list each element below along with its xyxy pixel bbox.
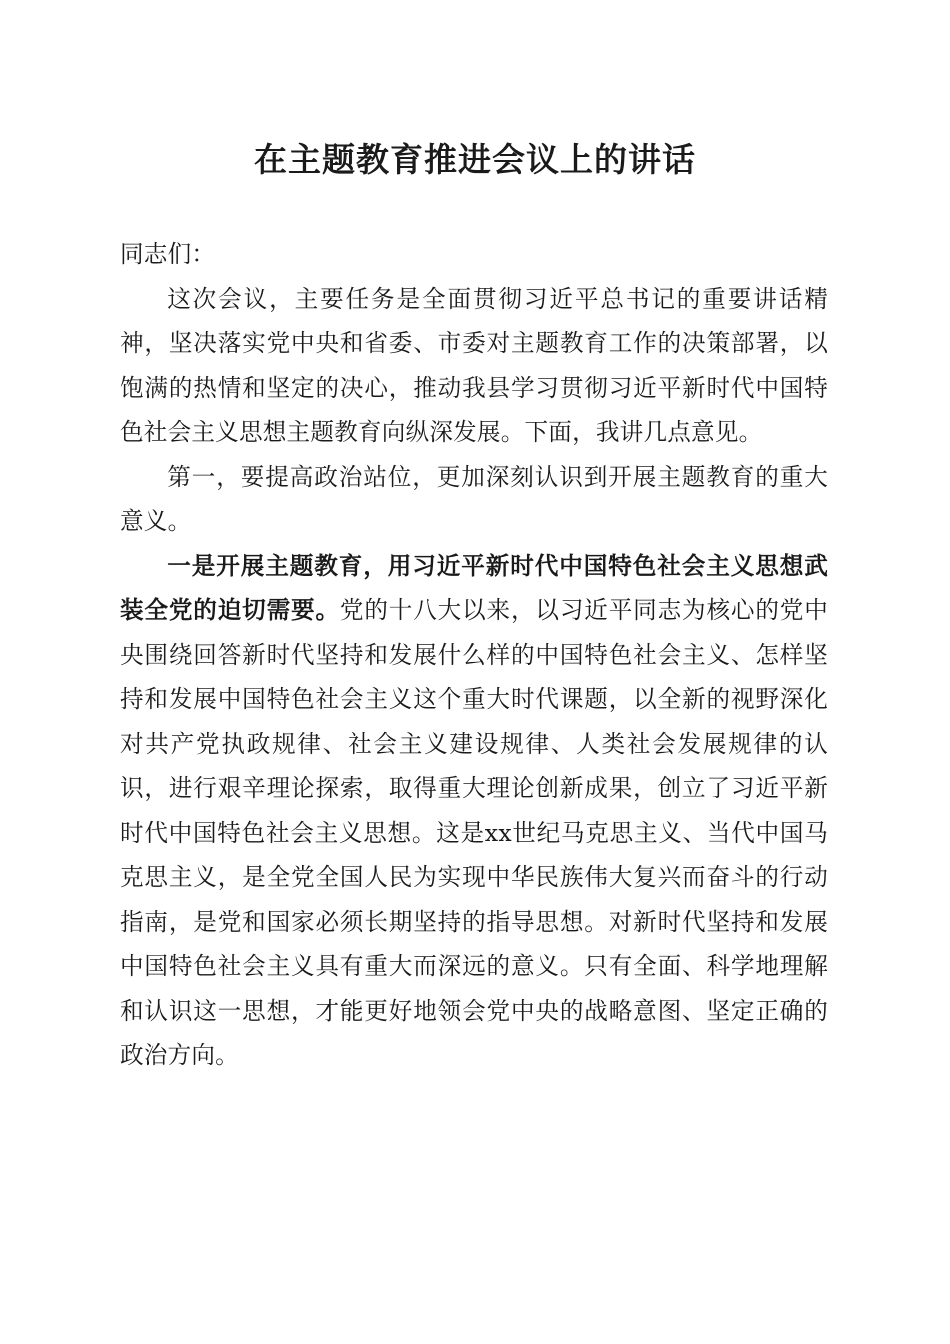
paragraph-text: 这次会议，主要任务是全面贯彻习近平总书记的重要讲话精神，坚决落实党中央和省委、市委对主题教育工作的决策部署，以饱满的热情和坚定的决心，推动我县学习贯彻习近平新时代中国特色社会主义思想主题教育向纵深发展。下面，我讲几点意见。 bbox=[120, 284, 828, 446]
salutation: 同志们： bbox=[120, 240, 216, 268]
document-title: 在主题教育推进会议上的讲话 bbox=[254, 140, 696, 179]
paragraph-section-heading bbox=[120, 455, 828, 544]
document-body bbox=[120, 232, 828, 1078]
point-one-lead: 一是开展主题教育，用习近平新时代中国特色社会主义思想武装全党的迫切需要。 bbox=[120, 551, 828, 624]
point-one-text: 党的十八大以来，以习近平同志为核心的党中央围绕回答新时代坚持和发展什么样的中国特色社会主义、怎样坚持和发展中国特色社会主义这个重大时代课题，以全新的视野深化对共产党执政规律、社会主义建设规律、人类社会发展规律的认识，进行艰辛理论探索，取得重大理论创新成果，创立了习近平新时代中国特色社会主义思想。这是xx世纪马克思主义、当代中国马克思主义，是全党全国人民为实现中华民族伟大复兴而奋斗的行动指南，是党和国家必须长期坚持的指导思想。对新时代坚持和发展中国特色社会主义具有重大而深远的意义。只有全面、科学地理解和认识这一思想，才能更好地领会党中央的战略意图、坚定正确的政治方向。 bbox=[120, 596, 828, 1069]
paragraph-intro bbox=[120, 277, 828, 455]
paragraph-point-one bbox=[120, 544, 828, 1078]
section-heading-text: 第一，要提高政治站位，更加深刻认识到开展主题教育的重大意义。 bbox=[120, 462, 828, 535]
